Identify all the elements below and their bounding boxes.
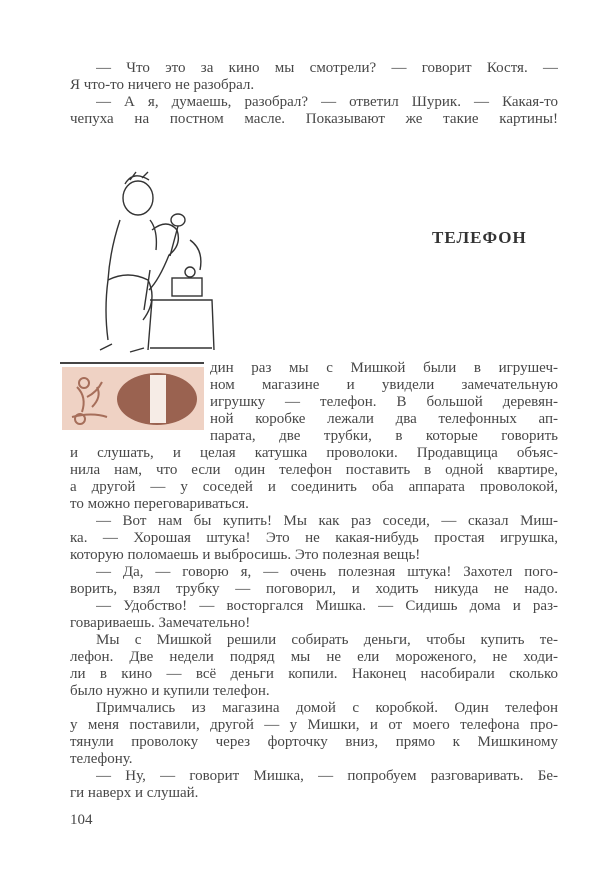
text-line: нила нам, что если один телефон поставить в одной квартире, — [70, 462, 558, 478]
text-line: чепуха на постном масле. Показывают же такие картины! — [70, 111, 558, 127]
text-line: — Да, — говорю я, — очень полезная штука! Захотел пого- — [96, 564, 558, 580]
text-line: ка. — Хорошая штука! Это не какая-нибудь простая игрушка, — [70, 530, 558, 546]
text-line: то можно переговариваться. — [70, 496, 249, 512]
text-line: Примчались из магазина домой с коробкой. Один телефон — [96, 700, 558, 716]
text-line: ном магазине и увидели замечательную — [210, 377, 558, 393]
text-line: — Вот нам бы купить! Мы как раз соседи, — сказал Миш- — [96, 513, 558, 529]
text-line: — Что это за кино мы смотрели? — говорит Костя. — — [96, 60, 558, 76]
text-line: — Удобство! — восторгался Мишка. — Сидишь дома и раз- — [96, 598, 558, 614]
text-line: говариваешь. Замечательно! — [70, 615, 251, 631]
text-line: телефону. — [70, 751, 133, 767]
text-line: Я что-то ничего не разобрал. — [70, 77, 255, 93]
text-line: — Ну, — говорит Мишка, — попробуем разговаривать. Бе- — [96, 768, 558, 784]
text-line: ной коробке лежали два телефонных ап- — [210, 411, 558, 427]
text-line: ворить, взял трубку — поговорил, и ходить никуда не надо. — [70, 581, 558, 597]
text-line: — А я, думаешь, разобрал? — ответил Шурик. — Какая-то — [96, 94, 558, 110]
text-line: которую поломаешь и выбросишь. Это полезная вещь! — [70, 547, 421, 563]
text-line: игрушку — телефон. В большой деревян- — [210, 394, 558, 410]
text-line: было нужно и купили телефон. — [70, 683, 270, 699]
boy-dog-telephone-illustration — [80, 160, 215, 360]
text-line: у меня поставили, другой — у Мишки, и от моего телефона про- — [70, 717, 558, 733]
text-line: дин раз мы с Мишкой были в игрушеч- — [210, 360, 558, 376]
text-line: парата, две трубки, в которые говорить — [210, 428, 558, 444]
drop-cap-letter-o-icon — [62, 367, 204, 430]
drop-cap-ornament — [62, 367, 204, 430]
text-line: тянули проволоку через форточку вниз, прямо к Мишкиному — [70, 734, 558, 750]
text-line: и слушать, и целая катушка проволоки. Продавщица объяс- — [70, 445, 558, 461]
text-line: ги наверх и слушай. — [70, 785, 199, 801]
text-line: лефон. Две недели подряд мы не ели мороженого, не ходи- — [70, 649, 558, 665]
text-line: а другой — у соседей и соединить оба аппарата проволокой, — [70, 479, 558, 495]
text-line: Мы с Мишкой решили собирать деньги, чтобы купить те- — [96, 632, 558, 648]
divider-line — [60, 362, 204, 364]
page-number: 104 — [70, 812, 93, 828]
chapter-title: ТЕЛЕФОН — [432, 228, 527, 247]
text-line: ли в кино — всё деньги копили. Наконец насобирали сколько — [70, 666, 558, 682]
